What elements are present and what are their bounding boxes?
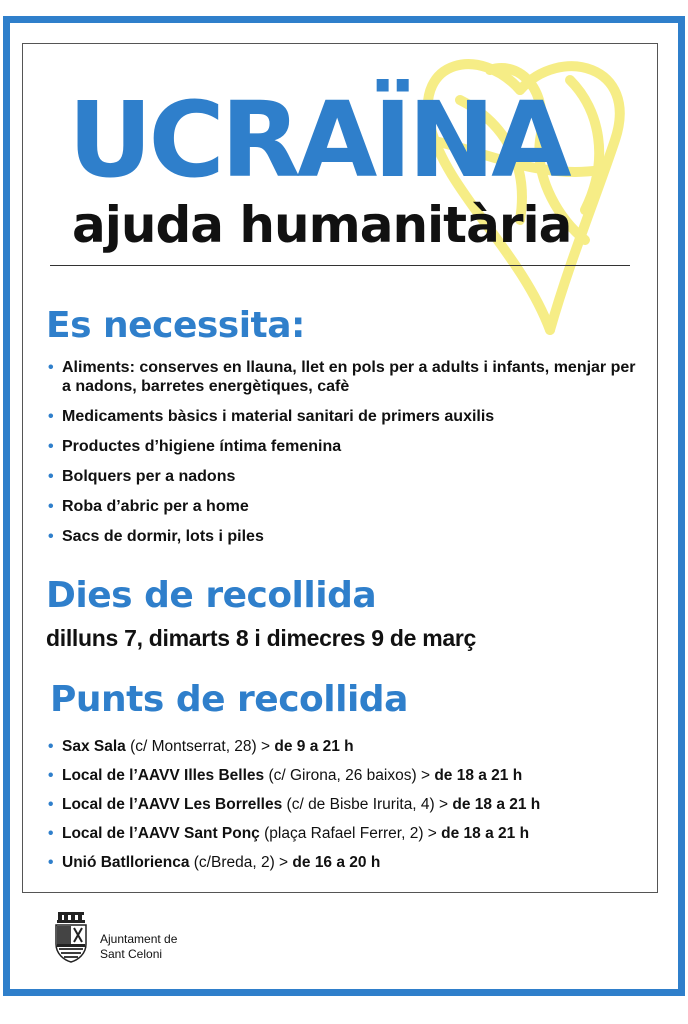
point-name: Local de l’AAVV Illes Belles [62, 767, 265, 784]
point-hours: de 18 a 21 h [452, 796, 541, 813]
collection-point-item [48, 853, 648, 872]
point-name: Local de l’AAVV Les Borrelles [62, 796, 283, 813]
point-hours: de 18 a 21 h [441, 825, 530, 842]
needs-item-hygiene: • Productes d’higiene íntima femenina [48, 437, 648, 456]
point-address: (plaça Rafael Ferrer, 2) > [259, 825, 442, 842]
collection-point-item [48, 795, 648, 814]
footer-org-line-1: Ajuntament de [100, 932, 178, 946]
needs-item-diapers: • Bolquers per a nadons [48, 467, 648, 486]
point-address: (c/ Girona, 26 baixos) > [264, 767, 435, 784]
collection-points-heading: Punts de recollida [50, 679, 408, 720]
needs-list [48, 358, 648, 557]
collection-points-list [48, 737, 648, 882]
needs-item-sleeping-bags: • Sacs de dormir, lots i piles [48, 527, 648, 546]
point-address: (c/ de Bisbe Irurita, 4) > [282, 796, 453, 813]
collection-point-item [48, 824, 648, 843]
point-hours: de 18 a 21 h [434, 767, 523, 784]
collection-days-heading: Dies de recollida [46, 575, 377, 616]
coat-of-arms-icon [52, 910, 90, 964]
needs-heading: Es necessita: [46, 305, 305, 346]
point-name: Sax Sala [62, 738, 126, 755]
footer-organization [100, 932, 177, 962]
poster-subtitle: ajuda humanitària [72, 196, 572, 254]
poster-title: UCRAÏNA [68, 79, 568, 201]
collection-dates: dilluns 7, dimarts 8 i dimecres 9 de març [46, 625, 477, 651]
collection-point-item [48, 766, 648, 785]
needs-item-medicines: • Medicaments bàsics i material sanitari de primers auxilis [48, 407, 648, 426]
footer-org-line-2: Sant Celoni [100, 947, 163, 961]
needs-item-warm-clothes: • Roba d’abric per a home [48, 497, 648, 516]
point-name: Unió Batllorienca [62, 854, 190, 871]
point-name: Local de l’AAVV Sant Ponç [62, 825, 260, 842]
point-hours: de 9 a 21 h [274, 738, 354, 755]
title-divider [50, 265, 630, 266]
point-address: (c/ Montserrat, 28) > [125, 738, 275, 755]
needs-item-food: • Aliments: conserves en llauna, llet en pols per a adults i infants, menjar per a nadons, barretes energètiques, cafè [48, 358, 648, 396]
point-address: (c/Breda, 2) > [189, 854, 293, 871]
collection-point-item [48, 737, 648, 756]
point-hours: de 16 a 20 h [292, 854, 381, 871]
